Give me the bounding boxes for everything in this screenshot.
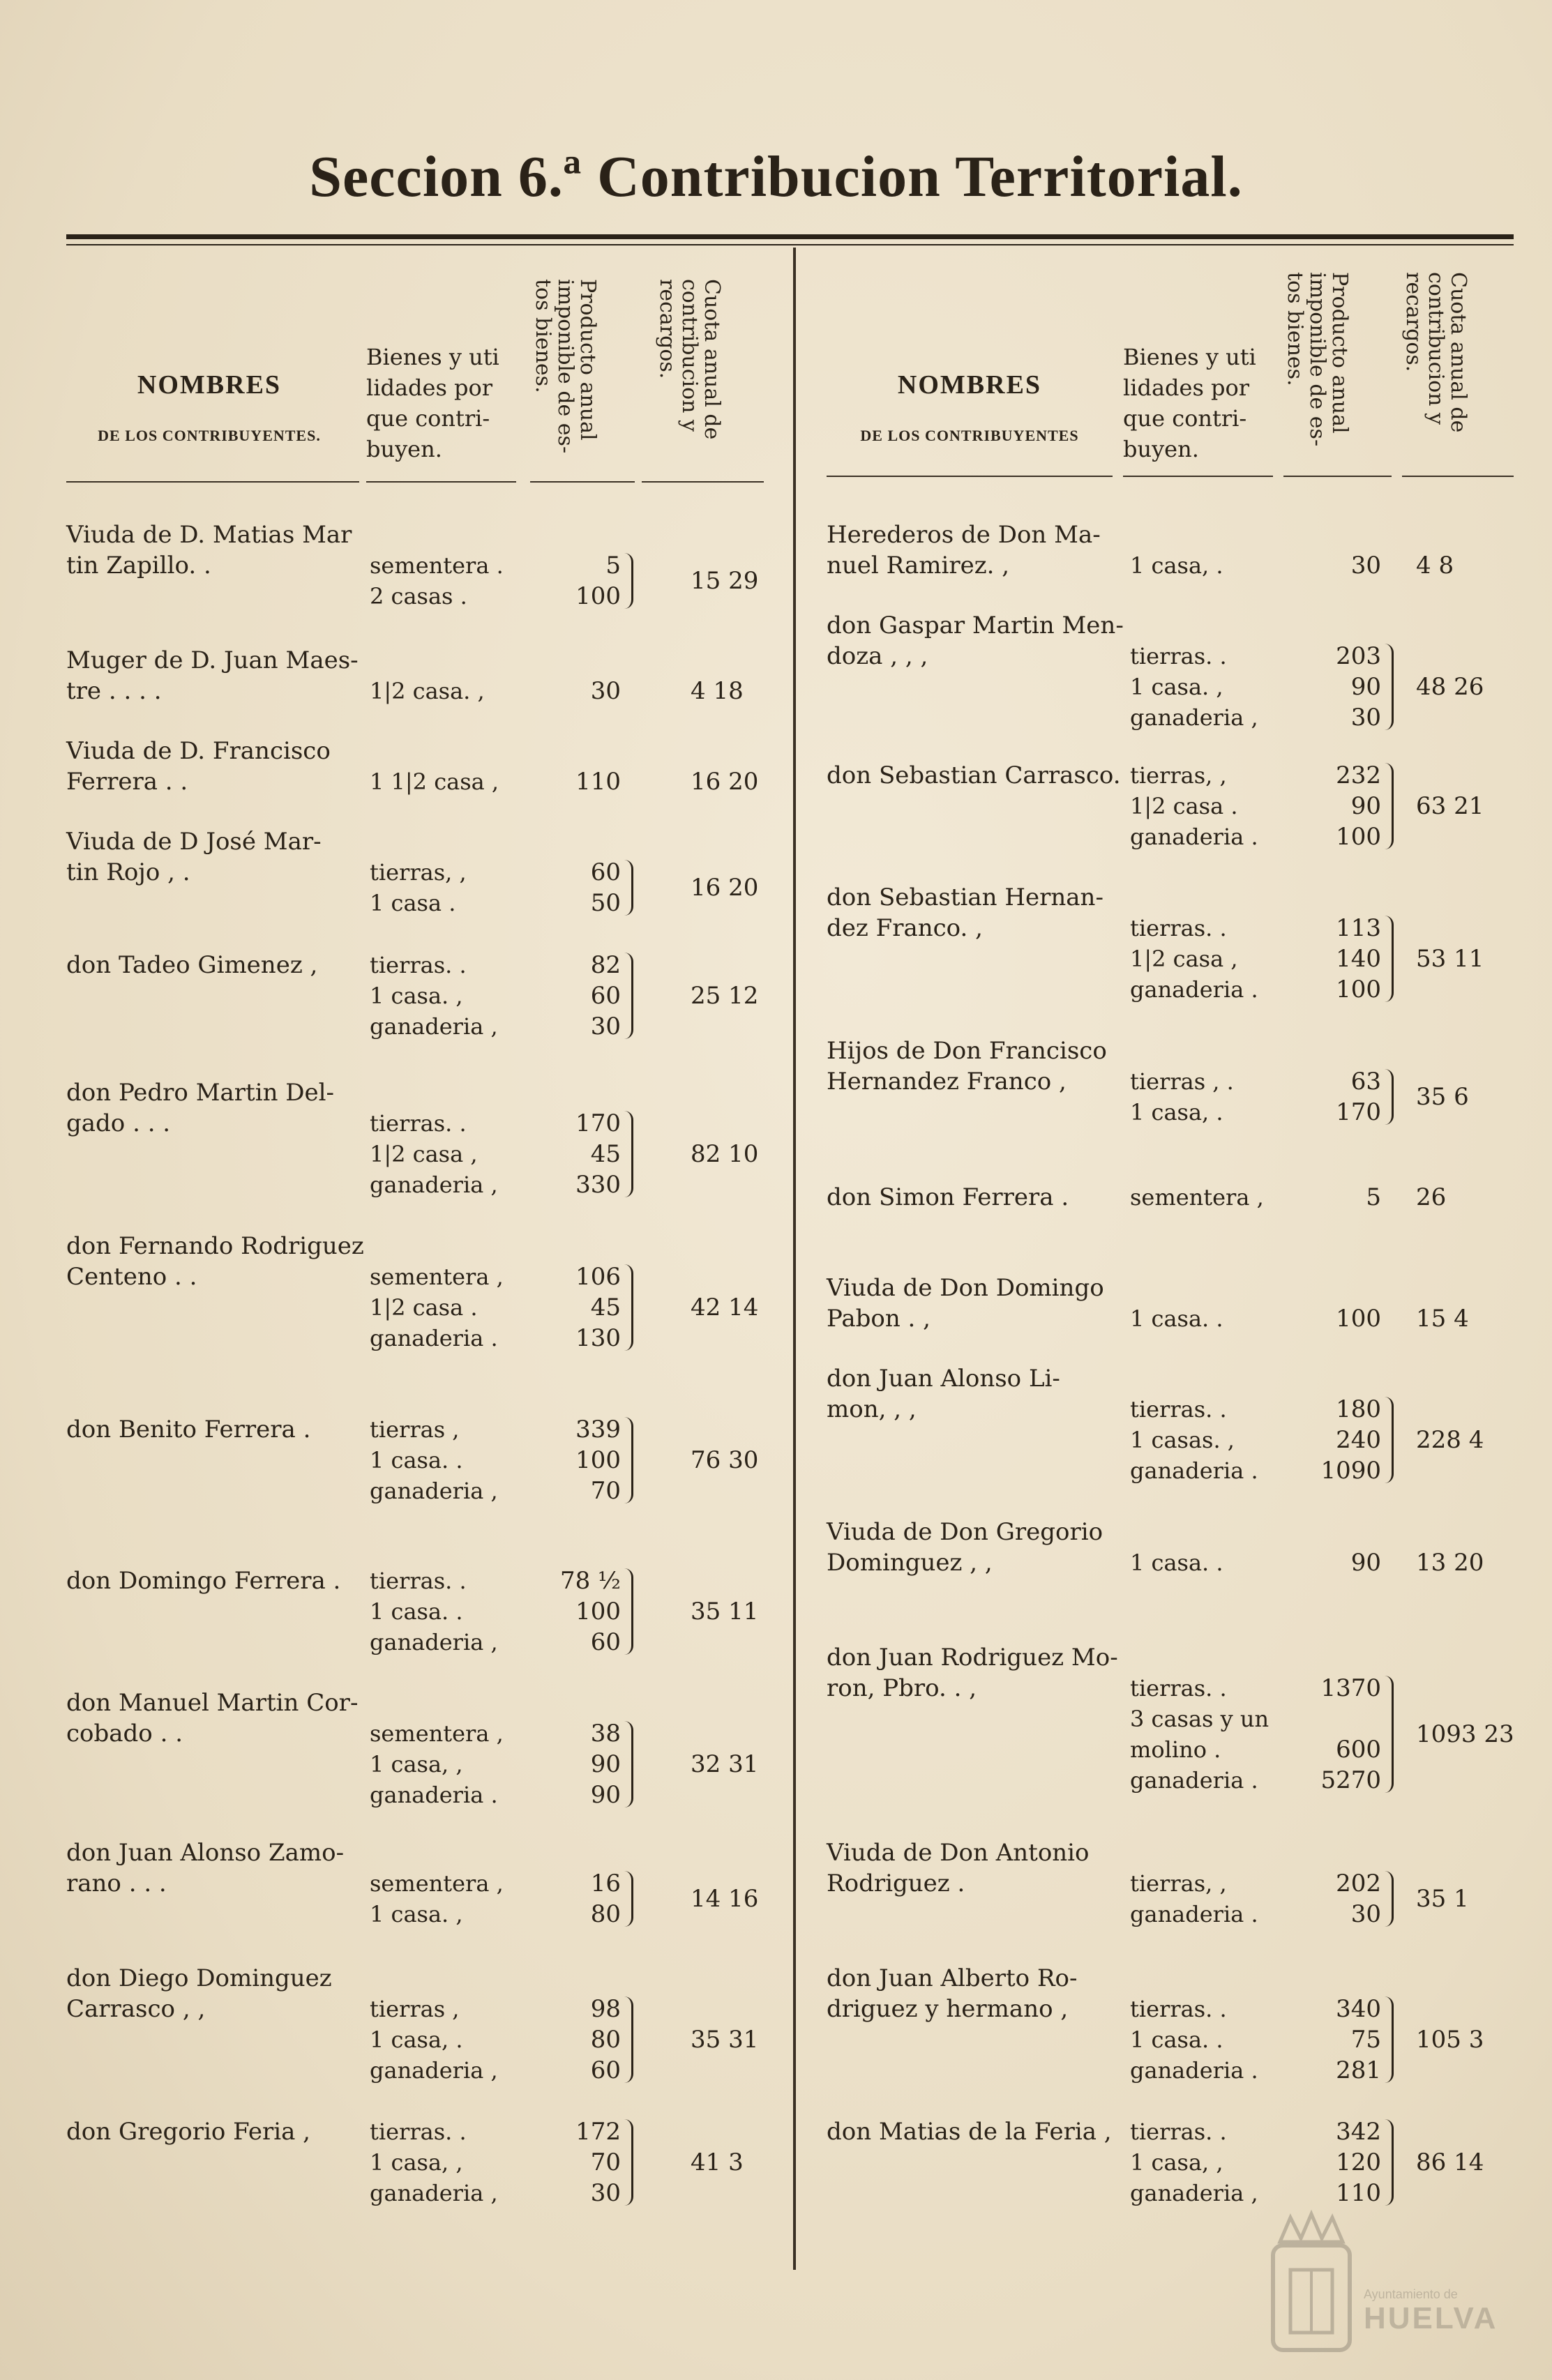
- header-nombres-right: NOMBRES: [897, 370, 1042, 400]
- contributor-name: Dominguez , ,: [827, 1549, 993, 1577]
- header-contribuyentes: DE LOS CONTRIBUYENTES.: [98, 427, 321, 444]
- asset-label: tierras, ,: [1130, 1870, 1227, 1897]
- asset-label: tierras. .: [370, 2118, 467, 2145]
- cuota-value: 26: [1416, 1183, 1447, 1211]
- contributor-name: Viuda de D. Francisco: [66, 737, 331, 765]
- asset-label: ganaderia .: [370, 1325, 498, 1351]
- contributor-name: mon, , ,: [827, 1395, 917, 1423]
- asset-label: ganaderia .: [1130, 1767, 1258, 1794]
- asset-value: 203: [1336, 642, 1381, 670]
- asset-value: 100: [575, 582, 621, 610]
- cuota-value: 35 6: [1416, 1083, 1469, 1111]
- asset-label: ganaderia ,: [1130, 2180, 1258, 2206]
- asset-label: 1 casas. ,: [1130, 1427, 1235, 1453]
- contributor-name: don Benito Ferrera .: [66, 1416, 311, 1443]
- page-title: Seccion 6.ª Contribucion Territorial.: [309, 144, 1243, 209]
- cuota-value: 13 20: [1416, 1549, 1484, 1577]
- contributor-name: dez Franco. ,: [827, 914, 983, 942]
- asset-label: tierras, ,: [370, 859, 467, 886]
- asset-value: 5270: [1320, 1766, 1381, 1794]
- contributor-name: Centeno . .: [66, 1263, 197, 1291]
- asset-value: 30: [590, 677, 621, 705]
- asset-value: 60: [590, 858, 621, 886]
- asset-value: 80: [590, 1900, 621, 1928]
- brace-mark: [624, 953, 633, 1039]
- asset-value: 90: [590, 1781, 621, 1809]
- asset-label: ganaderia .: [370, 1782, 498, 1808]
- asset-value: 339: [575, 1416, 621, 1443]
- asset-label: tierras. .: [1130, 1675, 1227, 1701]
- asset-value: 130: [575, 1324, 621, 1352]
- title-rule-thin: [66, 244, 1514, 245]
- asset-label: ganaderia .: [1130, 1901, 1258, 1927]
- contributor-name: don Gaspar Martin Men-: [827, 612, 1124, 639]
- asset-label: ganaderia ,: [370, 1013, 498, 1040]
- asset-value: 172: [575, 2118, 621, 2146]
- asset-value: 110: [1336, 2179, 1381, 2207]
- asset-value: 281: [1336, 2056, 1381, 2084]
- asset-label: tierras. .: [370, 952, 467, 978]
- brace-mark: [1385, 1069, 1394, 1125]
- asset-label: 1|2 casa ,: [1130, 946, 1238, 972]
- asset-label: 1|2 casa. ,: [370, 678, 485, 704]
- asset-label: 1 casa. ,: [370, 1901, 463, 1927]
- contributor-name: don Diego Dominguez: [66, 1964, 332, 1992]
- asset-label: tierras ,: [370, 1996, 460, 2022]
- cuota-value: 35 1: [1416, 1885, 1469, 1913]
- asset-value: 16: [590, 1870, 621, 1897]
- asset-label: tierras. .: [370, 1568, 467, 1594]
- asset-value: 90: [1350, 673, 1381, 701]
- cuota-value: 32 31: [691, 1750, 759, 1778]
- asset-value: 180: [1336, 1395, 1381, 1423]
- cuota-value: 53 11: [1416, 945, 1484, 973]
- brace-mark: [624, 1871, 633, 1927]
- asset-value: 232: [1336, 761, 1381, 789]
- asset-label: sementera .: [370, 552, 504, 579]
- contributor-name: Viuda de D José Mar-: [66, 828, 322, 856]
- contributor-name: driguez y hermano ,: [827, 1995, 1069, 2023]
- contributor-name: don Gregorio Feria ,: [66, 2118, 310, 2146]
- brace-mark: [624, 1111, 633, 1197]
- asset-label: tierras , .: [1130, 1068, 1234, 1095]
- brace-mark: [1385, 1397, 1394, 1483]
- title-rule-thick: [66, 234, 1514, 239]
- contributor-name: don Fernando Rodriguez: [66, 1232, 364, 1260]
- asset-value: 106: [575, 1263, 621, 1291]
- contributor-name: don Pedro Martin Del-: [66, 1079, 335, 1107]
- asset-value: 330: [575, 1171, 621, 1199]
- asset-label: ganaderia .: [1130, 1457, 1258, 1484]
- contributor-name: Herederos de Don Ma-: [827, 521, 1101, 549]
- contributor-name: don Matias de la Feria ,: [827, 2118, 1112, 2146]
- brace-mark: [1385, 763, 1394, 849]
- asset-label: 1|2 casa .: [1130, 793, 1238, 819]
- asset-value: 30: [590, 1013, 621, 1040]
- asset-value: 140: [1336, 945, 1381, 973]
- cuota-value: 42 14: [691, 1294, 759, 1321]
- contributor-name: don Juan Alonso Li-: [827, 1365, 1060, 1393]
- contributor-name: rano . . .: [66, 1870, 167, 1897]
- cuota-value: 4 18: [691, 677, 744, 705]
- asset-value: 30: [1350, 704, 1381, 732]
- contributor-name: Hijos de Don Francisco: [827, 1037, 1107, 1065]
- contributor-name: Muger de D. Juan Maes-: [66, 646, 359, 674]
- cuota-value: 14 16: [691, 1885, 759, 1913]
- asset-label: sementera ,: [370, 1264, 504, 1290]
- asset-label: 1 casa, .: [1130, 1099, 1223, 1125]
- asset-value: 340: [1336, 1995, 1381, 2023]
- asset-label: sementera ,: [370, 1870, 504, 1897]
- asset-label: 1 casa. ,: [1130, 674, 1223, 700]
- cuota-value: 15 29: [691, 567, 759, 595]
- huelva-logo: [1259, 2204, 1510, 2364]
- asset-label: sementera ,: [1130, 1184, 1264, 1211]
- asset-value: 63: [1350, 1068, 1381, 1096]
- contributor-name: don Domingo Ferrera .: [66, 1567, 341, 1595]
- asset-label: 1 casa. .: [1130, 1549, 1223, 1576]
- brace-mark: [624, 860, 633, 916]
- asset-label: 1 casa, ,: [370, 1751, 463, 1778]
- asset-label: 1 casa, ,: [1130, 2149, 1223, 2176]
- cuota-value: 228 4: [1416, 1426, 1484, 1454]
- asset-value: 45: [590, 1140, 621, 1168]
- contributor-name: Ferrera . .: [66, 768, 188, 796]
- asset-value: 30: [1350, 552, 1381, 579]
- cuota-value: 82 10: [691, 1140, 759, 1168]
- contributor-name: Carrasco , ,: [66, 1995, 206, 2023]
- cuota-value: 35 31: [691, 2026, 759, 2054]
- asset-value: 60: [590, 2056, 621, 2084]
- contributor-name: don Juan Alberto Ro-: [827, 1964, 1078, 1992]
- asset-value: 70: [590, 2148, 621, 2176]
- asset-value: 90: [1350, 792, 1381, 820]
- header-producto-right: Producto anual imponible de es- tos bienes.: [1283, 272, 1352, 447]
- asset-value: 110: [575, 768, 621, 796]
- brace-mark: [624, 2119, 633, 2206]
- asset-value: 100: [575, 1598, 621, 1625]
- header-bienes: Bienes y uti lidades por que contri- buyen.: [366, 344, 499, 462]
- brace-mark: [1385, 1871, 1394, 1927]
- brace-mark: [624, 1721, 633, 1807]
- asset-label: tierras, ,: [1130, 762, 1227, 789]
- asset-label: 1|2 casa ,: [370, 1141, 478, 1167]
- asset-value: 90: [1350, 1549, 1381, 1577]
- asset-label: tierras. .: [1130, 643, 1227, 669]
- asset-label: tierras. .: [1130, 1996, 1227, 2022]
- asset-label: ganaderia ,: [370, 1172, 498, 1198]
- asset-label: 1 casa, .: [1130, 552, 1223, 579]
- brace-mark: [1385, 1996, 1394, 2083]
- asset-value: 342: [1336, 2118, 1381, 2146]
- asset-label: sementera ,: [370, 1720, 504, 1747]
- asset-label: molino .: [1130, 1736, 1221, 1763]
- cuota-value: 48 26: [1416, 673, 1484, 701]
- asset-value: 5: [605, 552, 621, 579]
- asset-label: tierras. .: [1130, 915, 1227, 941]
- cuota-value: 1093 23: [1416, 1720, 1514, 1748]
- asset-value: 120: [1336, 2148, 1381, 2176]
- asset-label: 1 casa. .: [1130, 1305, 1223, 1332]
- asset-label: tierras. .: [1130, 2118, 1227, 2145]
- contributor-name: don Juan Rodriguez Mo-: [827, 1644, 1118, 1672]
- asset-value: 1090: [1320, 1457, 1381, 1485]
- contributor-name: gado . . .: [66, 1109, 171, 1137]
- contributor-name: cobado . .: [66, 1720, 183, 1748]
- asset-label: ganaderia ,: [370, 1629, 498, 1655]
- cuota-value: 76 30: [691, 1446, 759, 1474]
- asset-value: 100: [1336, 1305, 1381, 1333]
- contributor-name: Viuda de Don Antonio: [827, 1839, 1090, 1867]
- cuota-value: 63 21: [1416, 792, 1484, 820]
- asset-value: 30: [590, 2179, 621, 2207]
- asset-value: 98: [590, 1995, 621, 2023]
- cuota-value: 41 3: [691, 2148, 744, 2176]
- asset-label: 1 casa. ,: [370, 983, 463, 1009]
- asset-label: 1 1|2 casa ,: [370, 768, 499, 795]
- asset-label: ganaderia ,: [1130, 704, 1258, 731]
- asset-label: 3 casas y un: [1130, 1706, 1270, 1732]
- brace-mark: [1385, 644, 1394, 730]
- crest-icon: [1259, 2204, 1510, 2364]
- asset-label: ganaderia .: [1130, 824, 1258, 850]
- cuota-value: 15 4: [1416, 1305, 1469, 1333]
- asset-value: 70: [590, 1477, 621, 1505]
- asset-label: 1 casa .: [370, 890, 456, 916]
- header-nombres: NOMBRES: [137, 370, 282, 400]
- cuota-value: 35 11: [691, 1598, 759, 1625]
- asset-label: 2 casas .: [370, 583, 467, 609]
- brace-mark: [624, 1417, 633, 1503]
- cuota-value: 105 3: [1416, 2026, 1484, 2054]
- asset-label: tierras ,: [370, 1416, 460, 1443]
- asset-value: 30: [1350, 1900, 1381, 1928]
- contributor-name: tre . . . .: [66, 677, 162, 705]
- cuota-value: 25 12: [691, 982, 759, 1010]
- header-cuota: Cuota anual de contribucion y recargos.: [655, 279, 724, 440]
- asset-value: 60: [590, 1628, 621, 1656]
- asset-label: 1 casa. .: [370, 1447, 463, 1473]
- brace-mark: [624, 1996, 633, 2083]
- contributor-name: Rodriguez .: [827, 1870, 965, 1897]
- asset-label: ganaderia ,: [370, 1478, 498, 1504]
- asset-value: 170: [1336, 1098, 1381, 1126]
- asset-value: 45: [590, 1294, 621, 1321]
- contributor-name: don Manuel Martin Cor-: [66, 1689, 359, 1717]
- asset-label: 1 casa, ,: [370, 2149, 463, 2176]
- asset-value: 100: [575, 1446, 621, 1474]
- asset-value: 170: [575, 1109, 621, 1137]
- brace-mark: [624, 1568, 633, 1655]
- asset-label: ganaderia .: [1130, 2057, 1258, 2084]
- header-producto: Producto anual imponible de es- tos bienes.: [531, 279, 600, 454]
- contributor-name: ron, Pbro. . ,: [827, 1674, 977, 1702]
- asset-label: 1|2 casa .: [370, 1294, 478, 1321]
- contributor-name: tin Rojo , .: [66, 858, 190, 886]
- contributor-name: nuel Ramirez. ,: [827, 552, 1010, 579]
- asset-value: 100: [1336, 976, 1381, 1003]
- asset-value: 50: [590, 889, 621, 917]
- asset-value: 5: [1366, 1183, 1381, 1211]
- asset-label: 1 casa. .: [370, 1598, 463, 1625]
- contributor-name: doza , , ,: [827, 642, 928, 670]
- contributor-name: don Sebastian Hernan-: [827, 884, 1103, 911]
- asset-value: 60: [590, 982, 621, 1010]
- brace-mark: [624, 553, 633, 609]
- cuota-value: 16 20: [691, 768, 759, 796]
- contributor-name: don Simon Ferrera .: [827, 1183, 1069, 1211]
- asset-value: 100: [1336, 823, 1381, 851]
- brace-mark: [1385, 1676, 1394, 1793]
- cuota-value: 86 14: [1416, 2148, 1484, 2176]
- asset-label: ganaderia ,: [370, 2057, 498, 2084]
- asset-label: tierras. .: [370, 1110, 467, 1137]
- logo-line2: HUELVA: [1364, 2301, 1498, 2335]
- asset-value: 78 ½: [559, 1567, 621, 1595]
- header-contribuyentes-right: DE LOS CONTRIBUYENTES: [860, 427, 1079, 444]
- asset-label: ganaderia .: [1130, 976, 1258, 1003]
- contributor-name: Viuda de Don Domingo: [827, 1274, 1104, 1302]
- asset-value: 38: [590, 1720, 621, 1748]
- header-cuota-right: Cuota anual de contribucion y recargos.: [1401, 272, 1470, 433]
- contributor-name: tin Zapillo. .: [66, 552, 211, 579]
- contributor-name: don Tadeo Gimenez ,: [66, 951, 318, 979]
- contributor-name: don Sebastian Carrasco.: [827, 761, 1121, 789]
- asset-value: 75: [1350, 2026, 1381, 2054]
- asset-value: 202: [1336, 1870, 1381, 1897]
- brace-mark: [624, 1264, 633, 1351]
- contributor-name: Hernandez Franco ,: [827, 1068, 1067, 1096]
- asset-value: 600: [1336, 1736, 1381, 1764]
- header-bienes-right: Bienes y uti lidades por que contri- buyen.: [1123, 344, 1256, 462]
- brace-mark: [1385, 916, 1394, 1002]
- logo-line1: Ayuntamiento de: [1364, 2287, 1458, 2301]
- asset-value: 240: [1336, 1426, 1381, 1454]
- asset-label: 1 casa, .: [370, 2026, 463, 2053]
- asset-label: ganaderia ,: [370, 2180, 498, 2206]
- contributor-name: Viuda de Don Gregorio: [827, 1518, 1103, 1546]
- contributor-name: Pabon . ,: [827, 1305, 931, 1333]
- asset-value: 1370: [1320, 1674, 1381, 1702]
- contributor-name: Viuda de D. Matias Mar: [66, 521, 352, 549]
- asset-value: 113: [1336, 914, 1381, 942]
- asset-value: 90: [590, 1750, 621, 1778]
- cuota-value: 16 20: [691, 874, 759, 902]
- asset-value: 80: [590, 2026, 621, 2054]
- contributor-name: don Juan Alonso Zamo-: [66, 1839, 345, 1867]
- cuota-value: 4 8: [1416, 552, 1454, 579]
- brace-mark: [1385, 2119, 1394, 2206]
- asset-label: 1 casa. .: [1130, 2026, 1223, 2053]
- asset-label: tierras. .: [1130, 1396, 1227, 1423]
- asset-value: 82: [590, 951, 621, 979]
- column-divider: [793, 248, 796, 2270]
